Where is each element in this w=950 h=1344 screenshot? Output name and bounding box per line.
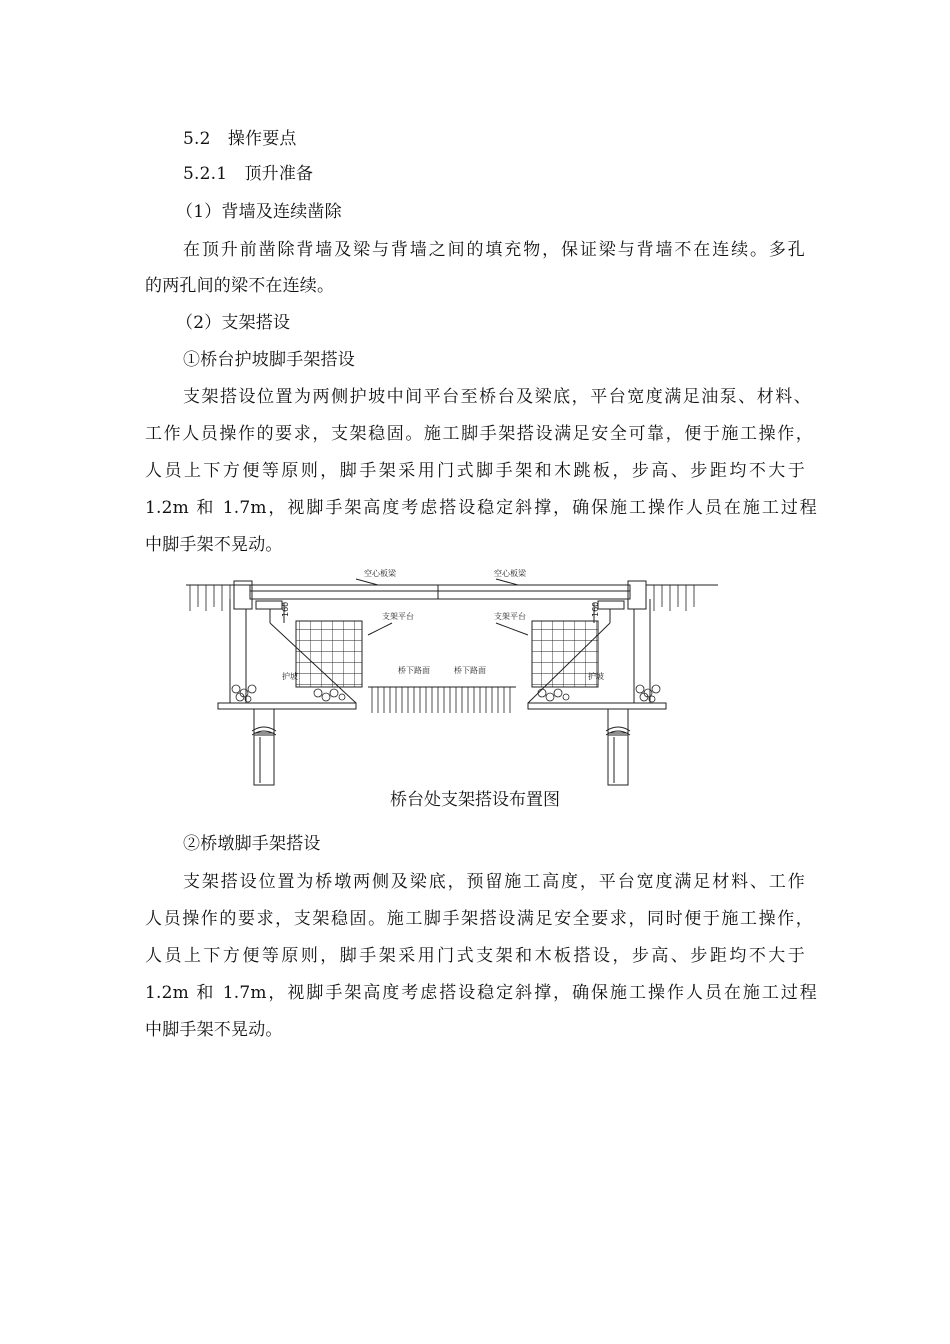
label-dim-right: 160 (591, 601, 600, 617)
sub1-title: ①桥台护坡脚手架搭设 (183, 350, 355, 370)
part1-title: （1）背墙及连续凿除 (176, 202, 342, 222)
sub1-line-2: 工作人员操作的要求，支架稳固。施工脚手架搭设满足安全可靠，便于施工操作， (145, 424, 813, 444)
sub1-line-1: 支架搭设位置为两侧护坡中间平台至桥台及梁底，平台宽度满足油泵、材料、 (183, 387, 811, 407)
figure-caption: 桥台处支架搭设布置图 (390, 790, 560, 810)
sub2-line-4: 1.2m 和 1.7m，视脚手架高度考虑搭设稳定斜撑，确保施工操作人员在施工过程 (145, 983, 817, 1003)
label-platform-left: 支架平台 (382, 612, 414, 621)
label-platform-right: 支架平台 (494, 612, 526, 621)
part1-line-1: 在顶升前凿除背墙及梁与背墙之间的填充物，保证梁与背墙不在连续。多孔 (183, 240, 805, 260)
part1-line-2: 的两孔间的梁不在连续。 (145, 276, 335, 296)
sub1-line-5: 中脚手架不晃动。 (145, 535, 283, 555)
sub1-line-3: 人员上下方便等原则，脚手架采用门式脚手架和木跳板，步高、步距均不大于 (145, 461, 805, 481)
sub2-line-2: 人员操作的要求，支架稳固。施工脚手架搭设满足安全要求，同时便于施工操作， (145, 909, 813, 929)
label-slope-left: 护坡 (282, 672, 298, 681)
label-slab-left: 空心板梁 (364, 569, 396, 578)
section-heading: 5.2 操作要点 (183, 129, 297, 149)
sub2-title: ②桥墩脚手架搭设 (183, 834, 321, 854)
label-slope-right: 护坡 (588, 672, 604, 681)
label-road-left: 桥下路面 (398, 666, 430, 675)
label-dim-left: 160 (281, 601, 290, 617)
sub2-line-3: 人员上下方便等原则，脚手架采用门式支架和木板搭设，步高、步距均不大于 (145, 946, 805, 966)
abutment-scaffold-diagram (178, 563, 778, 795)
part2-title: （2）支架搭设 (176, 313, 291, 333)
subsection-heading: 5.2.1 顶升准备 (183, 164, 314, 184)
label-slab-right: 空心板梁 (494, 569, 526, 578)
sub2-line-1: 支架搭设位置为桥墩两侧及梁底，预留施工高度，平台宽度满足材料、工作 (183, 872, 805, 892)
label-road-right: 桥下路面 (454, 666, 486, 675)
sub2-line-5: 中脚手架不晃动。 (145, 1020, 283, 1040)
sub1-line-4: 1.2m 和 1.7m，视脚手架高度考虑搭设稳定斜撑，确保施工操作人员在施工过程 (145, 498, 817, 518)
